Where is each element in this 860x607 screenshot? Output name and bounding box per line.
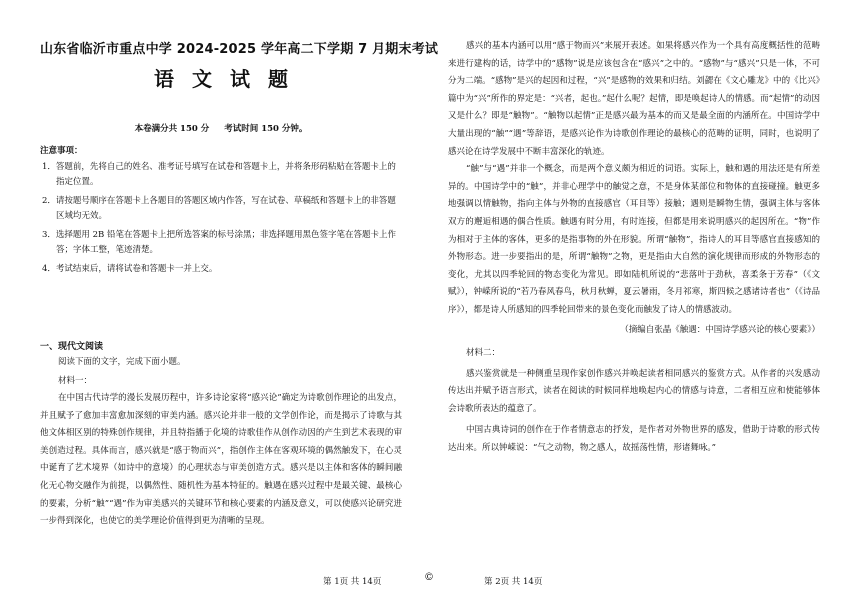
right-paragraph-4: 中国古典诗词的创作在于作者情意志的抒发，是作者对外物世界的感发，借助于诗歌的形式传达出来。所以钟嵘说：“气之动物，物之感人，故摇荡性情，形诸舞咏。” [448,425,820,453]
source-citation: （摘编自张晶《触遇：中国诗学感兴论的核心要素》） [620,324,820,335]
note-item: 3．选择题用 2B 铅笔在答题卡上把所选答案的标号涂黑；非选择题用黑色签字笔在答题卡上作答；字体工整，笔迹清楚。 [42,230,396,255]
notes-heading: 注意事项： [40,146,83,156]
material-2-label: 材料二： [466,347,501,358]
note-item: 4．考试结束后，请将试卷和答题卡一并上交。 [42,264,218,274]
reading-instruction: 阅读下面的文字，完成下面小题。 [58,357,186,367]
copyright-icon: © [424,572,434,583]
note-item: 1．答题前，先将自己的姓名、准考证号填写在试卷和答题卡上，并将条形码粘贴在答题卡上的指定位置。 [42,162,396,187]
right-page-footer: 第 2页 共 14页 [484,577,543,587]
right-paragraph-1: 感兴的基本内涵可以用“感于物而兴”来展开表述。如果将感兴作为一个具有高度概括性的范畴来进行建构的话，诗学中的“感物”说是应该包含在“感兴”之中的。“感物”与“感兴”只是一体，不可分为二端。“感物”是兴的起因和过程，“兴”是感物的效果和归结。刘勰在《文心雕龙》中的《比兴》篇中为“兴”所作的界定是：“兴者，起也。”起什么呢？起情，即是唤起诗人的情感。而“起情”的动因又是什么？即是“触物”。“触物以起情”正是感兴最为基本的而又是最全面的内涵所在。中国诗学中大量出现的“触”“遇”等辞语，是感兴论作为诗歌创作理论的最核心的范畴的证明，同时，也说明了感兴论在诗学发展中不断丰富深化的轨迹。 [448,41,820,157]
right-page [430,0,860,607]
subject-title: 语文试题 [154,67,306,91]
section-title: 一、现代文阅读 [40,342,104,352]
right-paragraph-3: 感兴鉴赏就是一种侧重呈现作家创作感兴并唤起读者相同感兴的鉴赏方式。从作者的兴发感动传达出并赋予语言形式，读者在阅读的时候同样地唤起内心的情感与诗意，二者相互应和使能够体会诗歌所表达的蕴意了。 [448,368,820,414]
right-paragraph-2: “触”与“遇”并非一个概念，而是两个意义颇为相近的词语。实际上，触和遇的用法还是有所差异的。中国诗学中的“触”，并非心理学中的触觉之意，不是身体某部位和物体的直接碰撞。触更多地强调以情触物，指向主体与外物的直接感官（耳目等）接触；遇则是瞬物生情，强调主体与客体双方的邂逅相遇的偶合性质。触遇有时分用，有时连接，但都是用来说明感兴的起因所在。“物”作为相对于主体的客体，更多的是指事物的外在形貌。所谓“触物”，指诗人的耳目等感官直接感知的外物形态。进一步要指出的是，所谓“触物”之物，更是指由大自然的演化规律而形成的外物形态的变化，尤其以四季轮回的物态变化为常见。即如陆机所说的“悲落叶于劲秋，喜柔条于芳春”（《文赋》），钟嵘所说的“若乃春风春鸟，秋月秋蝉，夏云暑雨，冬月祁寒，斯四候之感诸诗者也”（《诗品序》），都是诗人所感知的四季轮回带来的景色变化而触发了诗人的情感波动。 [448,164,820,315]
score-info: 本卷满分共 150 分 [134,124,210,134]
note-item: 2．请按题号顺序在答题卡上各题目的答题区域内作答，写在试卷、草稿纸和答题卡上的非答题区域均无效。 [42,196,396,221]
left-page-footer: 第 1页 共 14页 [323,577,382,587]
material-label: 材料一： [58,376,93,386]
time-info: 考试时间 150 分钟。 [224,124,308,134]
exam-meta [40,122,402,134]
material-1-paragraph: 在中国古代诗学的漫长发展历程中，许多诗论家将“感兴论”确定为诗歌创作理论的出发点，并且赋予了愈加丰富愈加深刻的审美内涵。感兴论并非一般的文学创作论，而是揭示了诗歌与其他文体相区别的特殊创作规律，并且特指播于化境的诗歌佳作从创作动因的产生到艺术表现的审美创造过程。具体而言，感兴就是“感于物而兴”，指创作主体在客观环境的偶然触发下，在心灵中诞育了艺术境界（如诗中的意境）的心理状态与审美创造方式。感兴是以主体和客体的瞬间融化无心物交融作为前提，以偶然性、随机性为基本特征的。触遇在感兴过程中是最关键、最核心的要素，分析“触”“遇”作为审美感兴的关键环节和核心要素的内涵及意义，可以使感兴论研究进一步得到深化，也使它的美学理论价值得到更为清晰的呈现。 [40,393,402,527]
exam-title: 山东省临沂市重点中学 2024-2025 学年高二下学期 7 月期末考试 [40,42,439,57]
